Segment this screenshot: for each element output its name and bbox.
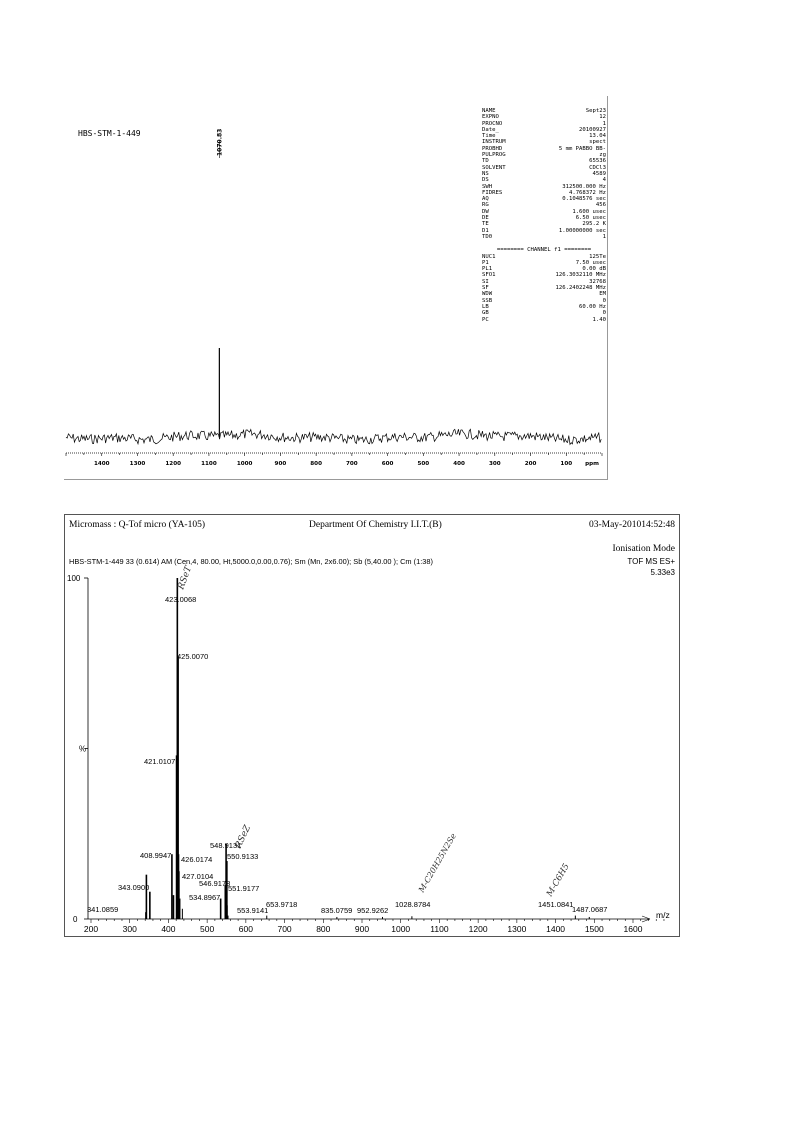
nmr-x-tick-label: 300 <box>488 461 501 467</box>
param-value: 126.2402248 MHz <box>555 285 606 292</box>
ms-x-tick-label: 1200 <box>468 924 488 934</box>
param-key: DW <box>482 208 489 215</box>
param-key: NUC1 <box>482 253 496 260</box>
ms-x-tick-label: 700 <box>277 924 292 934</box>
ms-x-tick-label: 1300 <box>507 924 527 934</box>
param-value: EM <box>599 291 606 298</box>
param-key: Date_ <box>482 126 499 133</box>
sample-line: HBS-STM-1-449 33 (0.614) AM (Cen,4, 80.00, Ht,5000.0,0.00,0.76); Sm (Mn, 2x6.00); Sb (5,40.00 ); Cm (1:38) <box>69 557 433 566</box>
ms-x-tick-label: 900 <box>354 924 370 934</box>
ms-x-tick-label: 800 <box>316 924 331 934</box>
param-value: 0 <box>602 310 606 317</box>
intensity-scale: 5.33e3 <box>650 568 675 577</box>
param-value: 12 <box>599 114 606 121</box>
ms-peak-label: 551.9177 <box>228 884 260 893</box>
param-key: AQ <box>482 196 489 203</box>
param-key: DE <box>482 215 489 222</box>
param-key: SFO1 <box>482 272 496 279</box>
ms-x-tick-label: 400 <box>161 924 176 934</box>
nmr-x-tick-label: 700 <box>346 461 358 467</box>
ms-handwritten-annotation: RSeT <box>176 564 195 592</box>
param-key: GB <box>482 310 489 317</box>
nmr-x-tick-label: 1000 <box>236 461 253 467</box>
param-value: 7.50 usec <box>575 259 606 266</box>
nmr-x-tick-label: 600 <box>381 461 394 467</box>
param-key: PULPROG <box>482 152 506 159</box>
instrument-name: Micromass : Q-Tof micro (YA-105) <box>69 520 206 530</box>
param-key: PL1 <box>482 266 493 273</box>
param-key: NAME <box>482 108 496 114</box>
ms-chart <box>65 515 679 936</box>
ms-x-tick-label: 1100 <box>430 924 449 934</box>
param-key: PC <box>482 316 489 323</box>
ms-x-tick-label: 600 <box>238 924 253 934</box>
param-value: 0.00 dB <box>582 266 606 273</box>
ms-x-tick-label: 1400 <box>546 924 566 934</box>
param-key: SI <box>482 278 489 285</box>
param-value: zg <box>599 152 606 159</box>
ms-peak-label: 546.9178 <box>199 879 231 888</box>
param-key: SWH <box>482 183 493 190</box>
ms-peak-label: 427.0104 <box>182 872 214 881</box>
nmr-chart <box>64 96 607 479</box>
param-key: LB <box>482 303 489 310</box>
param-value: spect <box>589 139 606 146</box>
ms-peak-label: 421.0107 <box>144 757 176 766</box>
param-value: CDCl3 <box>589 164 606 171</box>
param-key: NS <box>482 170 489 177</box>
param-value: 456 <box>595 202 606 209</box>
param-value: 5 mm PABBO BB- <box>558 145 606 152</box>
nmr-x-tick-label: 500 <box>417 461 430 467</box>
ms-peak-label: 408.9947 <box>140 851 172 860</box>
param-value: 13.04 <box>589 133 606 140</box>
ms-peak-label: 1487.0687 <box>572 905 608 914</box>
param-key: P1 <box>482 259 489 266</box>
param-value: 0.1048576 sec <box>562 196 606 203</box>
param-key: WDW <box>482 291 493 298</box>
ms-x-tick-label: 1500 <box>584 924 604 934</box>
nmr-x-tick-label: 1400 <box>93 461 110 467</box>
nmr-x-tick-label: 800 <box>310 461 322 467</box>
nmr-x-tick-label: 1300 <box>129 461 146 467</box>
nmr-baseline-noise <box>66 429 601 444</box>
param-key: Time <box>482 133 496 140</box>
param-value: 4.768372 Hz <box>568 189 606 196</box>
param-value: 6.50 usec <box>575 215 606 222</box>
ms-peak-label: 534.8967 <box>189 893 221 902</box>
ms-handwritten-annotation: M-C20H25N2Se <box>416 831 459 894</box>
param-key: SOLVENT <box>482 164 506 171</box>
nmr-x-tick-label: 1200 <box>165 461 181 467</box>
ms-peak-label: 341.0859 <box>87 905 119 914</box>
ms-x-tick-label: 1600 <box>623 924 643 934</box>
nmr-spectrum-panel <box>64 96 608 480</box>
nmr-x-tick-label: 900 <box>274 461 287 467</box>
ms-x-tick-label: 300 <box>122 924 137 934</box>
ms-y-axis-label: % <box>79 744 87 754</box>
ms-peak-label: 343.0900 <box>118 883 150 892</box>
param-key: EXPNO <box>482 114 499 121</box>
param-key: INSTRUM <box>482 139 506 146</box>
ms-peak-label: 553.9141 <box>237 906 269 915</box>
ms-peak-label: 1451.0841 <box>538 900 574 909</box>
param-key: PROCNO <box>482 120 503 127</box>
ms-x-tick-label: 500 <box>200 924 215 934</box>
ms-x-tick-label: 200 <box>83 924 99 934</box>
param-value: 312500.000 Hz <box>562 183 606 190</box>
param-key: DS <box>482 177 489 184</box>
ms-peak-label: 548.9131 <box>210 841 242 850</box>
param-value: 32768 <box>589 278 606 285</box>
param-value: 0 <box>602 297 606 304</box>
param-key: SSB <box>482 297 493 304</box>
param-key: FIDRES <box>482 189 503 196</box>
param-value: 4589 <box>592 170 606 177</box>
param-value: 4 <box>602 177 606 184</box>
nmr-x-axis-label: ppm <box>585 461 599 467</box>
ms-peak-label: 426.0174 <box>181 855 213 864</box>
ms-x-axis-label: m/z <box>656 910 670 920</box>
param-value: 20100927 <box>579 126 606 133</box>
ms-x-tick-label: 1000 <box>391 924 411 934</box>
ionisation-mode-label: Ionisation Mode <box>612 544 675 554</box>
ms-y-tick-label: 100 <box>67 574 81 583</box>
param-key: TD <box>482 158 489 165</box>
param-key: PROBHD <box>482 145 503 152</box>
ms-peak-label: 653.9718 <box>266 900 298 909</box>
param-value: 1 <box>602 120 606 127</box>
department-name: Department Of Chemistry I.I.T.(B) <box>309 520 442 530</box>
ms-peak-label: 550.9133 <box>227 852 259 861</box>
param-key: TE <box>482 221 489 228</box>
ms-peak-label: 952.9262 <box>357 906 389 915</box>
ms-y-tick-label: 0 <box>73 915 78 924</box>
channel-header: ======== CHANNEL f1 ======== <box>496 247 592 254</box>
nmr-sample-id: HBS-STM-1-449 <box>78 129 141 138</box>
param-key: RG <box>482 202 489 209</box>
param-value: Sept23 <box>585 108 606 114</box>
param-value: 60.00 Hz <box>579 303 606 310</box>
nmr-x-tick-label: 100 <box>560 461 573 467</box>
param-key: SF <box>482 285 489 292</box>
ms-peak-label: 423.0068 <box>165 595 197 604</box>
acquisition-datetime: 03-May-201014:52:48 <box>588 520 675 530</box>
param-value: 125Te <box>589 253 606 260</box>
param-value: 1.600 usec <box>572 208 606 215</box>
param-key: D1 <box>482 227 489 234</box>
nmr-x-tick-label: 400 <box>453 461 465 467</box>
param-key: TD0 <box>482 233 493 240</box>
param-value: 1.40 <box>592 316 606 323</box>
ms-peak-label: 835.0759 <box>321 906 353 915</box>
nmr-x-tick-label: 1100 <box>201 461 217 467</box>
ms-peak-label: 1028.8784 <box>395 900 431 909</box>
param-value: 1.00000000 sec <box>558 227 606 234</box>
param-value: 126.3032110 MHz <box>555 272 606 279</box>
nmr-peak-label: 1070.83 <box>216 128 224 156</box>
ms-peak-label: 425.0070 <box>177 652 209 661</box>
ms-handwritten-annotation: M-C6H5 <box>544 862 572 899</box>
nmr-x-tick-label: 200 <box>524 461 537 467</box>
param-value: 295.2 K <box>582 221 606 228</box>
param-value: 1 <box>602 233 606 240</box>
mass-spectrum-panel <box>64 514 680 937</box>
ionisation-mode: TOF MS ES+ <box>627 557 675 566</box>
ms-handwritten-annotation: RSeZ <box>233 823 254 851</box>
param-value: 65536 <box>589 158 606 165</box>
